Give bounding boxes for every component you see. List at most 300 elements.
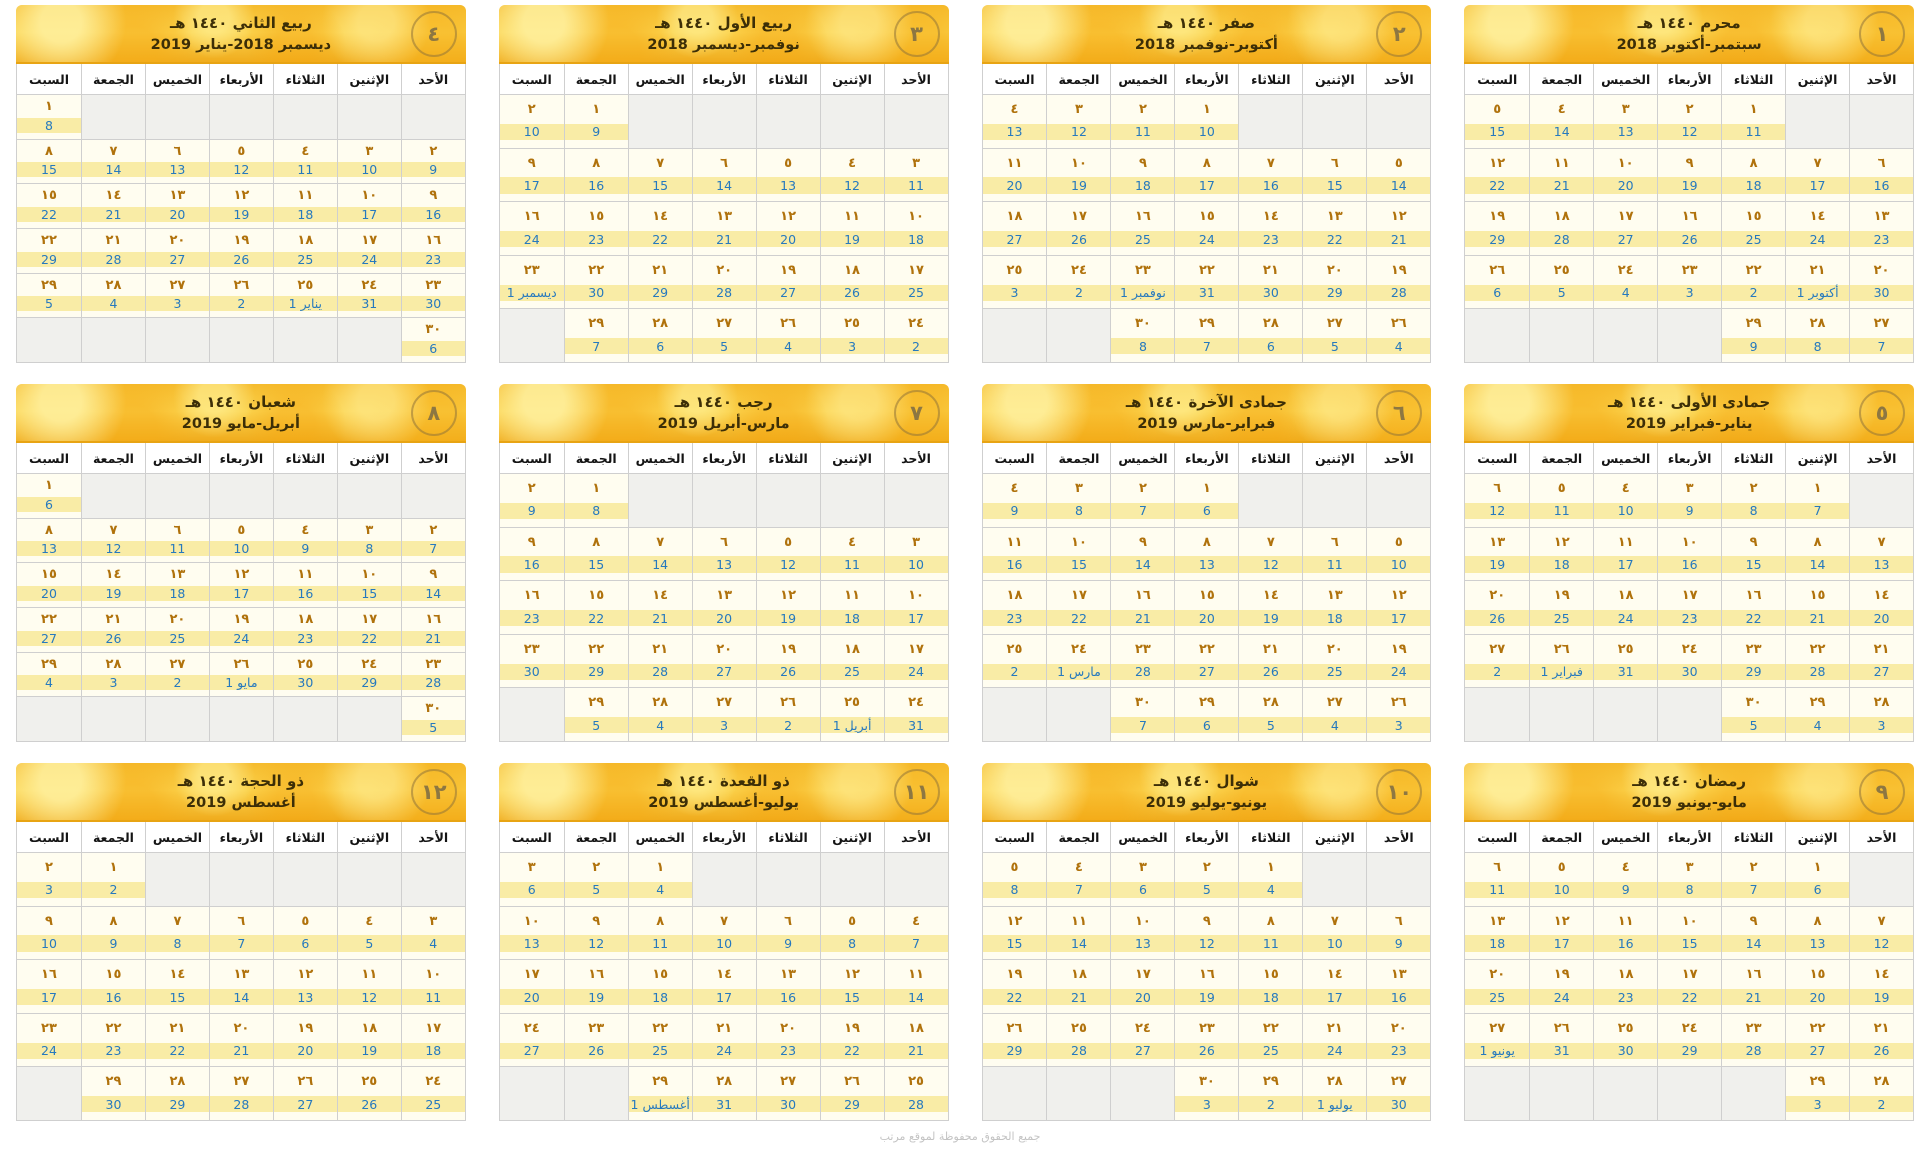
day-cell	[1721, 1014, 1785, 1067]
week-row	[1465, 906, 1913, 960]
cell-bottom-strip	[757, 1112, 820, 1120]
day-cell	[401, 140, 465, 184]
month-number-badge: ١	[1859, 11, 1905, 57]
gregorian-date: 14	[1367, 177, 1430, 193]
hijri-date: ٢٨	[652, 316, 669, 332]
cell-bottom-strip	[1303, 573, 1366, 581]
week-row	[500, 527, 948, 581]
gregorian-date: 28	[1367, 285, 1430, 301]
hijri-date: ٢٧	[1326, 695, 1343, 711]
weekday-label: الثلاثاء	[1721, 822, 1785, 852]
day-cell	[81, 960, 145, 1013]
hijri-date: ٢٧	[169, 656, 186, 672]
hijri-date: ٢٧	[1390, 1074, 1407, 1090]
gregorian-date: 10	[210, 541, 273, 556]
day-cell	[17, 960, 81, 1013]
cell-bottom-strip	[146, 1059, 209, 1067]
hijri-date: ٢٥	[1006, 262, 1023, 278]
day-cell	[1529, 474, 1593, 527]
hijri-date: ٣	[1621, 101, 1630, 117]
day-cell	[1238, 309, 1302, 362]
day-cell	[692, 309, 756, 362]
weekday-label: الأربعاء	[692, 822, 756, 852]
cell-bottom-strip	[1047, 194, 1110, 202]
cell-bottom-strip	[1047, 952, 1110, 960]
day-cell	[401, 907, 465, 960]
day-cell	[628, 1067, 692, 1120]
gregorian-date: 27	[757, 285, 820, 301]
gregorian-date: 19	[210, 207, 273, 222]
gregorian-date: 5	[1239, 717, 1302, 733]
hijri-date: ٢٧	[233, 1074, 250, 1090]
day-cell	[17, 519, 81, 563]
cell-bottom-strip	[1047, 898, 1110, 906]
hijri-date: ١٤	[1262, 209, 1279, 225]
cell-bottom-strip	[565, 952, 628, 960]
gregorian-date: 1 يوليو	[1303, 1096, 1366, 1112]
gregorian-date: 29	[629, 285, 692, 301]
gregorian-date: 27	[1111, 1043, 1174, 1059]
day-cell	[81, 184, 145, 228]
cell-bottom-strip	[1594, 247, 1657, 255]
hijri-date: ١	[1813, 480, 1822, 496]
week-row	[983, 474, 1431, 527]
day-cell	[820, 635, 884, 688]
weekday-label: الأربعاء	[209, 64, 273, 94]
month-header	[982, 384, 1432, 443]
hijri-date: ٢٧	[1489, 1020, 1506, 1036]
month-card	[499, 384, 949, 742]
cell-bottom-strip	[1111, 680, 1174, 688]
month-header	[1464, 384, 1914, 443]
gregorian-date: 13	[693, 556, 756, 572]
gregorian-date: 2	[1465, 664, 1529, 680]
cell-bottom-strip	[1850, 952, 1913, 960]
empty-cell	[884, 474, 948, 527]
cell-bottom-strip	[500, 301, 564, 309]
weekday-label: الجمعة	[81, 443, 145, 473]
gregorian-date: 22	[17, 207, 81, 222]
hijri-date: ١١	[844, 588, 860, 604]
day-cell	[401, 653, 465, 697]
cell-bottom-strip	[1175, 680, 1238, 688]
hijri-date: ١٤	[652, 209, 669, 225]
day-cell	[1174, 256, 1238, 309]
gregorian-date: 11	[274, 162, 337, 177]
week-row	[983, 687, 1431, 741]
hijri-date: ١٥	[41, 567, 57, 583]
hijri-date: ٢٢	[41, 232, 57, 248]
gregorian-date: 12	[1047, 124, 1110, 140]
cell-bottom-strip	[1175, 733, 1238, 741]
gregorian-date: 21	[693, 231, 756, 247]
hijri-date: ٢	[429, 143, 438, 159]
weekday-header-row	[500, 822, 948, 853]
weekday-label: الثلاثاء	[273, 822, 337, 852]
day-cell	[1174, 1014, 1238, 1067]
hijri-date: ٢٣	[1745, 641, 1762, 657]
day-cell	[1366, 149, 1430, 202]
hijri-date: ١٣	[716, 588, 733, 604]
gregorian-date: 28	[402, 675, 465, 690]
gregorian-date: 7	[565, 338, 628, 354]
hijri-date: ١١	[1006, 155, 1023, 171]
day-cell	[1302, 907, 1366, 960]
day-cell	[820, 202, 884, 255]
day-cell	[209, 960, 273, 1013]
empty-cell	[692, 95, 756, 148]
day-cell	[337, 563, 401, 607]
day-cell	[1302, 528, 1366, 581]
hijri-date: ٢٦	[233, 277, 250, 293]
cell-bottom-strip	[1594, 1005, 1657, 1013]
day-cell	[820, 581, 884, 634]
empty-cell	[756, 95, 820, 148]
weeks-grid	[983, 95, 1431, 362]
weekday-label: الثلاثاء	[273, 443, 337, 473]
gregorian-date: 30	[757, 1096, 820, 1112]
gregorian-date: 7	[1111, 503, 1174, 519]
weekday-label: الثلاثاء	[1238, 822, 1302, 852]
hijri-date: ٧	[720, 913, 729, 929]
gregorian-date: 7	[402, 541, 465, 556]
day-cell	[1657, 474, 1721, 527]
hijri-date: ٢٢	[1198, 641, 1215, 657]
weekday-label: الثلاثاء	[1721, 443, 1785, 473]
cell-bottom-strip	[1047, 626, 1110, 634]
day-cell	[500, 202, 564, 255]
cell-bottom-strip	[757, 354, 820, 362]
cell-bottom-strip	[885, 952, 948, 960]
hijri-date: ٦	[720, 534, 729, 550]
cell-bottom-strip	[983, 898, 1047, 906]
cell-bottom-strip	[1530, 247, 1593, 255]
cell-bottom-strip	[1786, 1005, 1849, 1013]
gregorian-date: 31	[338, 296, 401, 311]
hijri-date: ٤	[848, 534, 857, 550]
day-cell	[756, 149, 820, 202]
cell-bottom-strip	[1465, 1059, 1529, 1067]
week-row	[17, 1013, 465, 1067]
weekday-label: الخميس	[1110, 822, 1174, 852]
day-cell	[1302, 1067, 1366, 1120]
hijri-date: ٢٢	[652, 1020, 669, 1036]
hijri-date: ١٩	[1006, 967, 1023, 983]
cell-bottom-strip	[1367, 1059, 1430, 1067]
day-cell	[628, 960, 692, 1013]
day-cell	[884, 688, 948, 741]
gregorian-date: 15	[146, 989, 209, 1005]
hijri-date: ٢	[1202, 859, 1211, 875]
hijri-date: ١٩	[1553, 967, 1570, 983]
hijri-date: ٩	[1138, 534, 1147, 550]
empty-cell	[273, 318, 337, 362]
day-cell	[1110, 474, 1174, 527]
cell-bottom-strip	[1239, 952, 1302, 960]
day-cell	[209, 274, 273, 318]
day-cell	[1785, 853, 1849, 906]
day-cell	[1849, 309, 1913, 362]
day-cell	[273, 1067, 337, 1120]
cell-bottom-strip	[693, 1005, 756, 1013]
gregorian-date: 15	[1303, 177, 1366, 193]
empty-cell	[17, 1067, 81, 1120]
day-cell	[401, 608, 465, 652]
day-cell	[1238, 256, 1302, 309]
hijri-date: ٣٠	[1134, 316, 1151, 332]
gregorian-date: 15	[821, 989, 884, 1005]
weekday-label: الأربعاء	[692, 443, 756, 473]
hijri-date: ٢٦	[780, 695, 797, 711]
gregorian-date: 20	[693, 610, 756, 626]
day-cell	[820, 1067, 884, 1120]
cell-bottom-strip	[500, 519, 564, 527]
day-cell	[209, 907, 273, 960]
hijri-date: ٨	[656, 913, 665, 929]
day-cell	[209, 184, 273, 228]
month-title-hijri: ربيع الأول ١٤٤٠ هـ	[655, 14, 793, 33]
month-title-gregorian: مارس-أبريل 2019	[657, 415, 790, 432]
gregorian-date: 13	[757, 177, 820, 193]
week-row	[1465, 527, 1913, 581]
gregorian-date: 5	[1303, 338, 1366, 354]
weekday-label: الأحد	[1366, 64, 1430, 94]
cell-bottom-strip	[1111, 519, 1174, 527]
day-cell	[884, 960, 948, 1013]
day-cell	[1529, 960, 1593, 1013]
day-cell	[1529, 635, 1593, 688]
hijri-date: ٢٤	[908, 316, 924, 332]
gregorian-date: 21	[629, 610, 692, 626]
weekday-label: السبت	[511, 829, 552, 845]
gregorian-date: 19	[338, 1043, 401, 1059]
day-cell	[564, 960, 628, 1013]
hijri-date: ١١	[1617, 534, 1634, 550]
cell-bottom-strip	[1850, 194, 1913, 202]
hijri-date: ٢٠	[1489, 588, 1506, 604]
hijri-date: ٢٨	[1873, 695, 1890, 711]
gregorian-date: 1 فبراير	[1530, 664, 1593, 680]
cell-bottom-strip	[1850, 247, 1913, 255]
day-cell	[1593, 95, 1657, 148]
day-cell	[756, 1014, 820, 1067]
weekday-label: الخميس	[1110, 443, 1174, 473]
hijri-date: ٢٤	[361, 656, 378, 672]
hijri-date: ٧	[109, 522, 118, 538]
hijri-date: ٢٨	[169, 1074, 186, 1090]
gregorian-date: 22	[565, 610, 628, 626]
cell-bottom-strip	[983, 626, 1047, 634]
hijri-date: ١٥	[588, 209, 605, 225]
hijri-date: ٤	[365, 913, 374, 929]
day-cell	[1238, 202, 1302, 255]
hijri-date: ١٩	[233, 232, 250, 248]
gregorian-date: 20	[1111, 989, 1174, 1005]
cell-bottom-strip	[1530, 140, 1593, 148]
cell-bottom-strip	[1465, 680, 1529, 688]
empty-cell	[337, 474, 401, 518]
cell-bottom-strip	[1111, 952, 1174, 960]
empty-cell	[273, 474, 337, 518]
hijri-date: ٨	[1266, 913, 1275, 929]
cell-bottom-strip	[885, 1005, 948, 1013]
hijri-date: ٢٣	[523, 641, 540, 657]
gregorian-date: 16	[983, 556, 1047, 572]
cell-bottom-strip	[1722, 140, 1785, 148]
hijri-date: ٩	[527, 534, 536, 550]
day-cell	[1721, 960, 1785, 1013]
hijri-date: ٢٦	[1553, 641, 1570, 657]
hijri-date: ٧	[656, 534, 665, 550]
hijri-date: ٦	[237, 913, 246, 929]
cell-bottom-strip	[1175, 1005, 1238, 1013]
weekday-label: السبت	[511, 71, 552, 87]
hijri-date: ٩	[1749, 913, 1758, 929]
weekday-label: الأحد	[401, 443, 465, 473]
hijri-date: ٢٨	[652, 695, 669, 711]
gregorian-date: 3	[1367, 717, 1430, 733]
cell-bottom-strip	[338, 952, 401, 960]
hijri-date: ١٣	[1873, 209, 1890, 225]
gregorian-date: 13	[146, 162, 209, 177]
day-cell	[692, 149, 756, 202]
day-cell	[1046, 149, 1110, 202]
gregorian-date: 15	[17, 162, 81, 177]
cell-bottom-strip	[17, 952, 81, 960]
gregorian-date: 8	[1658, 882, 1721, 898]
hijri-date: ١٤	[169, 967, 186, 983]
footer-credit: جميع الحقوق محفوظة لموقع مرتب	[879, 1130, 1041, 1143]
hijri-date: ١٨	[844, 641, 860, 657]
hijri-date: ٦	[720, 155, 729, 171]
month-table	[499, 64, 949, 363]
gregorian-date: 12	[565, 935, 628, 951]
cell-bottom-strip	[1658, 952, 1721, 960]
day-cell	[401, 960, 465, 1013]
day-cell	[820, 688, 884, 741]
empty-cell	[692, 853, 756, 906]
empty-cell	[401, 853, 465, 906]
week-row	[17, 317, 465, 362]
weekday-label: الثلاثاء	[1238, 64, 1302, 94]
gregorian-date: 23	[82, 1043, 145, 1059]
day-cell	[1593, 581, 1657, 634]
cell-bottom-strip	[821, 301, 884, 309]
day-cell	[1046, 907, 1110, 960]
gregorian-date: 27	[1175, 664, 1238, 680]
hijri-date: ١٩	[1553, 588, 1570, 604]
gregorian-date: 17	[1367, 610, 1430, 626]
gregorian-date: 23	[1850, 231, 1913, 247]
hijri-date: ١٦	[425, 232, 442, 248]
hijri-date: ١٢	[1553, 913, 1570, 929]
gregorian-date: 16	[82, 989, 145, 1005]
hijri-date: ١٣	[233, 967, 250, 983]
day-cell	[1465, 581, 1529, 634]
day-cell	[17, 140, 81, 184]
gregorian-date: 9	[82, 935, 145, 951]
hijri-date: ١٨	[297, 232, 314, 248]
weekday-label: الأحد	[1849, 443, 1913, 473]
day-cell	[1849, 1014, 1913, 1067]
day-cell	[17, 474, 81, 518]
gregorian-date: 5	[565, 882, 628, 898]
hijri-date: ٢٩	[1262, 1074, 1279, 1090]
hijri-date: ١٠	[1071, 155, 1087, 171]
day-cell	[756, 528, 820, 581]
gregorian-date: 13	[983, 124, 1047, 140]
cell-bottom-strip	[1530, 573, 1593, 581]
empty-cell	[1046, 1067, 1110, 1120]
cell-bottom-strip	[693, 1059, 756, 1067]
hijri-date: ٢٢	[1198, 262, 1215, 278]
cell-bottom-strip	[1722, 301, 1785, 309]
weekday-label: الجمعة	[1046, 64, 1110, 94]
hijri-date: ٥	[301, 913, 310, 929]
day-cell	[1366, 688, 1430, 741]
hijri-date: ٢٦	[780, 316, 797, 332]
day-cell	[692, 688, 756, 741]
weekday-label: الأربعاء	[1657, 64, 1721, 94]
cell-bottom-strip	[1239, 573, 1302, 581]
gregorian-date: 15	[1722, 556, 1785, 572]
hijri-date: ٢٠	[716, 262, 733, 278]
gregorian-date: 19	[1850, 989, 1913, 1005]
cell-bottom-strip	[1850, 301, 1913, 309]
cell-bottom-strip	[693, 247, 756, 255]
gregorian-date: 19	[565, 989, 628, 1005]
hijri-date: ٢٢	[588, 641, 605, 657]
hijri-date: ٦	[1493, 859, 1502, 875]
day-cell	[1721, 635, 1785, 688]
hijri-date: ١٥	[1198, 588, 1215, 604]
cell-bottom-strip	[1850, 1112, 1913, 1120]
hijri-date: ٢٣	[1134, 641, 1151, 657]
day-cell	[1238, 1067, 1302, 1120]
day-cell	[273, 608, 337, 652]
day-cell	[1174, 95, 1238, 148]
day-cell	[145, 1067, 209, 1120]
empty-cell	[401, 95, 465, 139]
gregorian-date: 29	[983, 1043, 1047, 1059]
gregorian-date: 13	[17, 541, 81, 556]
hijri-date: ١٨	[1553, 209, 1570, 225]
hijri-date: ٢٤	[1681, 1020, 1698, 1036]
day-cell	[1174, 474, 1238, 527]
cell-bottom-strip	[274, 1112, 337, 1120]
hijri-date: ٢١	[105, 232, 122, 248]
month-title-gregorian: ديسمبر 2018-يناير 2019	[150, 36, 332, 53]
cell-bottom-strip	[983, 1005, 1047, 1013]
day-cell	[1174, 149, 1238, 202]
day-cell	[983, 528, 1047, 581]
cell-bottom-strip	[146, 952, 209, 960]
hijri-date: ٢٢	[588, 262, 605, 278]
hijri-date: ٢٧	[716, 316, 733, 332]
day-cell	[1238, 581, 1302, 634]
empty-cell	[983, 688, 1047, 741]
hijri-date: ١٥	[1198, 209, 1215, 225]
cell-bottom-strip	[565, 1005, 628, 1013]
month-table	[1464, 443, 1914, 742]
hijri-date: ١٣	[1390, 967, 1407, 983]
cell-bottom-strip	[693, 733, 756, 741]
empty-cell	[273, 95, 337, 139]
cell-bottom-strip	[17, 1059, 81, 1067]
day-cell	[884, 149, 948, 202]
cell-bottom-strip	[757, 680, 820, 688]
weekday-header-row	[1465, 443, 1913, 474]
